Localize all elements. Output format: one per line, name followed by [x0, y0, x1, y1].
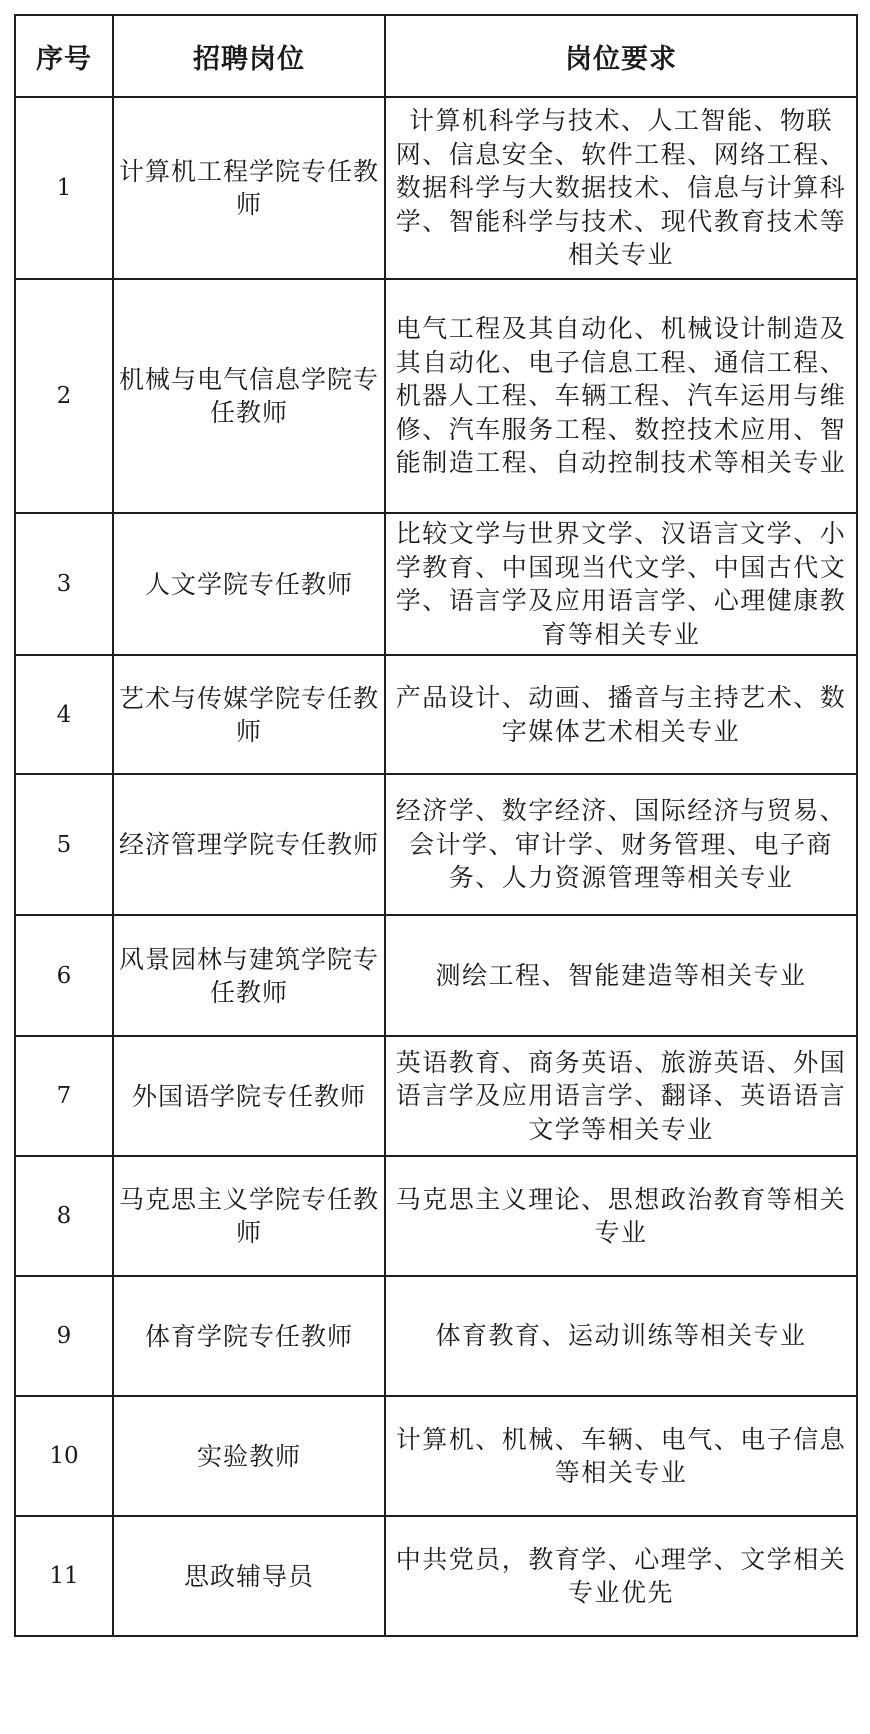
row-post: 体育学院专任教师: [113, 1276, 385, 1396]
row-requirement: 经济学、数字经济、国际经济与贸易、会计学、审计学、财务管理、电子商务、人力资源管理等相关专业: [385, 774, 857, 915]
row-requirement: 计算机、机械、车辆、电气、电子信息等相关专业: [385, 1396, 857, 1516]
row-post: 外国语学院专任教师: [113, 1036, 385, 1156]
row-requirement: 英语教育、商务英语、旅游英语、外国语言学及应用语言学、翻译、英语语言文学等相关专业: [385, 1036, 857, 1156]
row-requirement: 电气工程及其自动化、机械设计制造及其自动化、电子信息工程、通信工程、机器人工程、车辆工程、汽车运用与维修、汽车服务工程、数控技术应用、智能制造工程、自动控制技术等相关专业: [385, 279, 857, 513]
header-row: [15, 15, 857, 97]
row-requirement: 中共党员，教育学、心理学、文学相关专业优先: [385, 1516, 857, 1636]
header-no: 序号: [15, 15, 113, 97]
row-post: 实验教师: [113, 1396, 385, 1516]
row-requirement: 马克思主义理论、思想政治教育等相关专业: [385, 1156, 857, 1276]
table-row: [15, 1036, 857, 1156]
row-no: 7: [15, 1036, 113, 1156]
header-post: 招聘岗位: [113, 15, 385, 97]
row-requirement: 产品设计、动画、播音与主持艺术、数字媒体艺术相关专业: [385, 655, 857, 774]
row-no: 4: [15, 655, 113, 774]
row-post: 风景园林与建筑学院专任教师: [113, 915, 385, 1036]
row-no: 9: [15, 1276, 113, 1396]
header-requirement: 岗位要求: [385, 15, 857, 97]
table-row: [15, 513, 857, 655]
row-no: 6: [15, 915, 113, 1036]
row-no: 3: [15, 513, 113, 655]
row-post: 人文学院专任教师: [113, 513, 385, 655]
row-post: 计算机工程学院专任教师: [113, 97, 385, 279]
table-row: [15, 1156, 857, 1276]
table-row: [15, 774, 857, 915]
table-row: [15, 279, 857, 513]
row-no: 1: [15, 97, 113, 279]
table-row: [15, 655, 857, 774]
row-no: 11: [15, 1516, 113, 1636]
table-wrapper: [14, 14, 858, 1637]
row-requirement: 计算机科学与技术、人工智能、物联网、信息安全、软件工程、网络工程、数据科学与大数据技术、信息与计算科学、智能科学与技术、现代教育技术等相关专业: [385, 97, 857, 279]
row-post: 艺术与传媒学院专任教师: [113, 655, 385, 774]
row-no: 5: [15, 774, 113, 915]
table-row: [15, 97, 857, 279]
row-requirement: 比较文学与世界文学、汉语言文学、小学教育、中国现当代文学、中国古代文学、语言学及应用语言学、心理健康教育等相关专业: [385, 513, 857, 655]
row-no: 10: [15, 1396, 113, 1516]
table-row: [15, 1276, 857, 1396]
row-no: 8: [15, 1156, 113, 1276]
row-requirement: 测绘工程、智能建造等相关专业: [385, 915, 857, 1036]
row-post: 思政辅导员: [113, 1516, 385, 1636]
row-no: 2: [15, 279, 113, 513]
row-post: 机械与电气信息学院专任教师: [113, 279, 385, 513]
row-requirement: 体育教育、运动训练等相关专业: [385, 1276, 857, 1396]
recruitment-table: [14, 14, 858, 1637]
table-row: [15, 915, 857, 1036]
table-row: [15, 1396, 857, 1516]
row-post: 经济管理学院专任教师: [113, 774, 385, 915]
row-post: 马克思主义学院专任教师: [113, 1156, 385, 1276]
table-row: [15, 1516, 857, 1636]
